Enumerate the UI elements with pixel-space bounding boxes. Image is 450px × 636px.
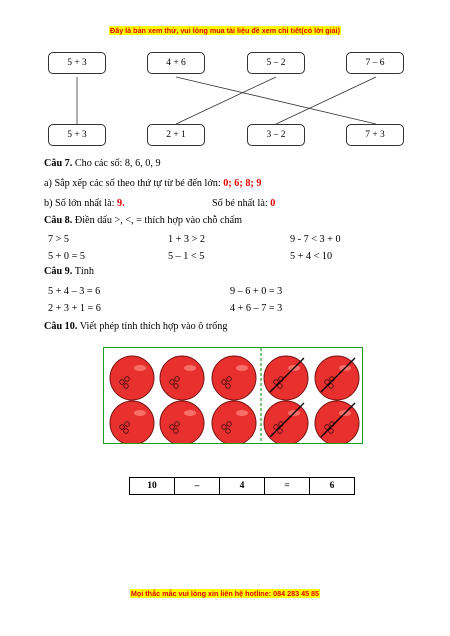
ball-icon (212, 401, 256, 443)
q7-heading (44, 158, 161, 169)
q7-part-a (44, 178, 261, 189)
balls-svg (104, 348, 362, 443)
q7-title: Câu 7. (44, 158, 73, 169)
q8-r2c3: 5 + 4 < 10 (290, 251, 333, 262)
q10-heading (44, 321, 227, 332)
q7-b-answer: 9. (117, 198, 125, 209)
answer-cell-3: 4 (220, 478, 265, 494)
match-top-2: 4 + 6 (147, 52, 205, 74)
q8-title: Câu 8. (44, 215, 73, 226)
match-top-3: 5 – 2 (247, 52, 305, 74)
ball-icon (264, 401, 308, 443)
q10-prompt: Viết phép tính thích hợp vào ô trống (79, 321, 228, 332)
ball-icon (315, 356, 359, 400)
balls-picture (103, 347, 363, 444)
match-bottom-4: 7 + 3 (346, 124, 404, 146)
ball-icon (110, 356, 154, 400)
footer-notice: Mọi thắc mắc vui lòng xin liên hệ hotline: 084 283 45 85 (130, 589, 320, 598)
ball-icon (212, 356, 256, 400)
q7-part-c (212, 198, 275, 209)
q8-r2c1: 5 + 0 = 5 (48, 251, 85, 262)
header-notice: Đây là bản xem thử, vui lòng mua tài liệu đề xem chi tiết(có lời giải) (110, 26, 340, 35)
match-line-4 (276, 77, 376, 124)
q7-a-answer: 0; 6; 8; 9 (223, 178, 262, 189)
answer-cell-4: = (265, 478, 310, 494)
q9-title: Câu 9. (44, 266, 73, 277)
q7-prompt: Cho các số: 8, 6, 0, 9 (74, 158, 161, 169)
ball-icon (264, 356, 308, 400)
ball-icon (110, 401, 154, 443)
ball-icon (315, 401, 359, 443)
q9-prompt: Tính (74, 266, 94, 277)
q8-r2c2: 5 – 1 < 5 (168, 251, 205, 262)
q7-b-text: b) Số lớn nhất là: (44, 198, 115, 209)
match-line-2 (176, 77, 376, 124)
q7-c-answer: 0 (270, 198, 276, 209)
q10-title: Câu 10. (44, 321, 78, 332)
match-top-1: 5 + 3 (48, 52, 106, 74)
q9-r1c1: 5 + 4 – 3 = 6 (48, 286, 101, 297)
q8-r1c3: 9 - 7 < 3 + 0 (290, 234, 341, 245)
match-bottom-1: 5 + 3 (48, 124, 106, 146)
match-bottom-3: 3 – 2 (247, 124, 305, 146)
q9-r1c2: 9 – 6 + 0 = 3 (230, 286, 283, 297)
answer-table (129, 477, 355, 495)
answer-cell-5: 6 (329, 481, 335, 491)
q7-c-text: Số bé nhất là: (212, 198, 268, 209)
match-top-4: 7 – 6 (346, 52, 404, 74)
q8-heading (44, 215, 242, 226)
answer-cell-2: – (175, 478, 220, 494)
answer-cell-1: 10 (130, 478, 175, 494)
q7-a-text: a) Sắp xếp các số theo thứ tự từ bé đến lớn: (44, 178, 221, 189)
q9-heading (44, 266, 94, 277)
q7-part-b (44, 198, 125, 209)
match-bottom-2: 2 + 1 (147, 124, 205, 146)
q9-r2c1: 2 + 3 + 1 = 6 (48, 303, 101, 314)
ball-icon (160, 401, 204, 443)
q8-prompt: Điền dấu >, <, = thích hợp vào chỗ chấm (74, 215, 243, 226)
match-line-3 (176, 77, 276, 124)
ball-icon (160, 356, 204, 400)
q9-r2c2: 4 + 6 – 7 = 3 (230, 303, 283, 314)
q8-r1c1: 7 > 5 (48, 234, 70, 245)
q8-r1c2: 1 + 3 > 2 (168, 234, 205, 245)
